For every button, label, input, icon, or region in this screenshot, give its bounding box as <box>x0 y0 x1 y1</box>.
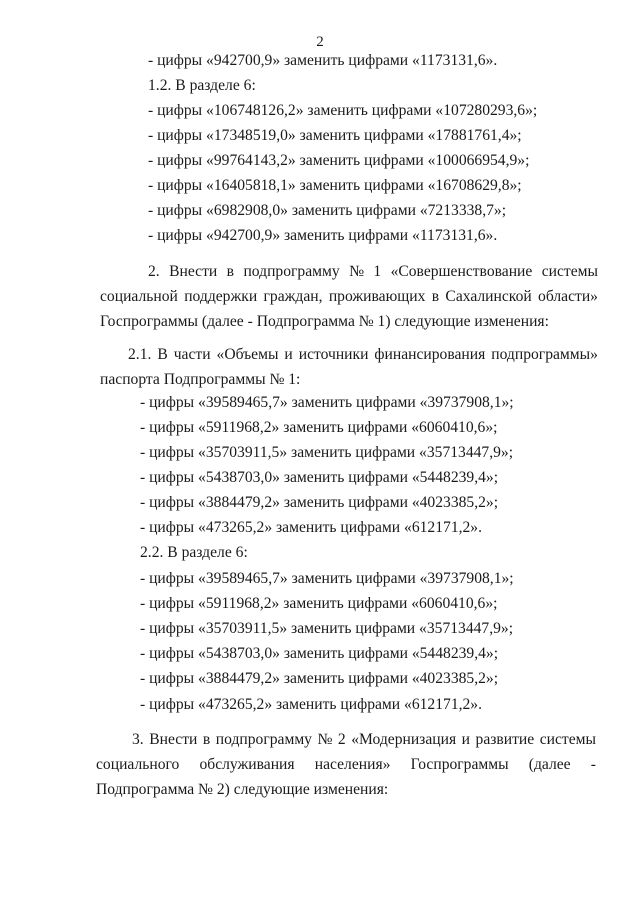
word: 3. <box>132 731 144 748</box>
text-line <box>128 345 598 365</box>
word: источники <box>298 346 369 363</box>
text-line: - цифры «99764143,2» заменить цифрами «100066954,9»; <box>148 152 530 169</box>
text-line: - цифры «5438703,0» заменить цифрами «5448239,4»; <box>140 469 499 486</box>
word: области» <box>538 288 598 305</box>
word: в <box>226 263 235 280</box>
text-line: - цифры «106748126,2» заменить цифрами «107280293,6»; <box>148 102 538 119</box>
word: Внести <box>169 263 218 280</box>
word: - <box>590 756 596 773</box>
word: проживающих <box>328 288 426 305</box>
word: населения» <box>314 756 391 773</box>
text-line: - цифры «17348519,0» заменить цифрами «17881761,4»; <box>148 127 522 144</box>
text-line: - цифры «942700,9» заменить цифрами «1173131,6». <box>148 227 498 244</box>
word: социальной <box>100 288 178 305</box>
text-line: - цифры «942700,9» заменить цифрами «1173131,6». <box>148 52 498 69</box>
word: граждан, <box>263 288 323 305</box>
word: «Совершенствование <box>390 263 533 280</box>
word: и <box>461 731 471 748</box>
word: поддержки <box>184 288 258 305</box>
word: Сахалинской <box>445 288 532 305</box>
text-line: - цифры «5438703,0» заменить цифрами «5448239,4»; <box>140 645 499 662</box>
text-line: паспорта Подпрограммы № 1: <box>100 371 301 388</box>
text-line: - цифры «39589465,7» заменить цифрами «39737908,1»; <box>140 394 514 411</box>
word: «Объемы <box>216 346 279 363</box>
text-line: - цифры «16405818,1» заменить цифрами «16708629,8»; <box>148 177 522 194</box>
word: «Модернизация <box>351 731 457 748</box>
word: и <box>284 346 293 363</box>
word: 1 <box>373 263 382 280</box>
text-line <box>100 287 598 307</box>
text-line: - цифры «473265,2» заменить цифрами «612171,2». <box>140 696 483 713</box>
word: в <box>431 288 440 305</box>
word: № <box>349 263 364 280</box>
word: (далее <box>528 756 571 773</box>
word: обслуживания <box>199 756 295 773</box>
word: 2. <box>148 263 160 280</box>
text-line: 1.2. В разделе 6: <box>148 77 256 94</box>
text-line: Госпрограммы (далее - Подпрограмма № 1) следующие изменения: <box>100 313 549 330</box>
text-line <box>96 755 596 775</box>
word: финансирования <box>374 346 486 363</box>
word: системы <box>541 263 598 280</box>
word: подпрограммы» <box>491 346 598 363</box>
text-line: - цифры «35703911,5» заменить цифрами «35713447,9»; <box>140 620 514 637</box>
word: подпрограмму <box>243 263 340 280</box>
text-line: Подпрограмма № 2) следующие изменения: <box>96 781 389 798</box>
text-line: - цифры «473265,2» заменить цифрами «612171,2». <box>140 519 483 536</box>
text-line <box>148 262 598 282</box>
word: развитие <box>475 731 535 748</box>
text-line: - цифры «3884479,2» заменить цифрами «4023385,2»; <box>140 670 499 687</box>
page-number: 2 <box>316 34 324 50</box>
word: подпрограмму <box>215 731 312 748</box>
word: социального <box>96 756 180 773</box>
text-line: - цифры «39589465,7» заменить цифрами «39737908,1»; <box>140 570 514 587</box>
word: Внести <box>149 731 198 748</box>
word: в <box>202 731 211 748</box>
word: Госпрограммы <box>410 756 509 773</box>
text-line: - цифры «6982908,0» заменить цифрами «7213338,7»; <box>148 202 507 219</box>
word: № <box>317 731 333 748</box>
word: системы <box>539 731 596 748</box>
text-line: - цифры «5911968,2» заменить цифрами «6060410,6»; <box>140 419 498 436</box>
text-line: - цифры «5911968,2» заменить цифрами «6060410,6»; <box>140 595 498 612</box>
word: части <box>173 346 211 363</box>
text-line <box>132 730 596 750</box>
text-line: 2.2. В разделе 6: <box>140 544 248 561</box>
word: 2 <box>337 731 346 748</box>
text-line: - цифры «35703911,5» заменить цифрами «35713447,9»; <box>140 444 514 461</box>
word: В <box>157 346 168 363</box>
text-line: - цифры «3884479,2» заменить цифрами «4023385,2»; <box>140 494 499 511</box>
word: 2.1. <box>128 346 152 363</box>
